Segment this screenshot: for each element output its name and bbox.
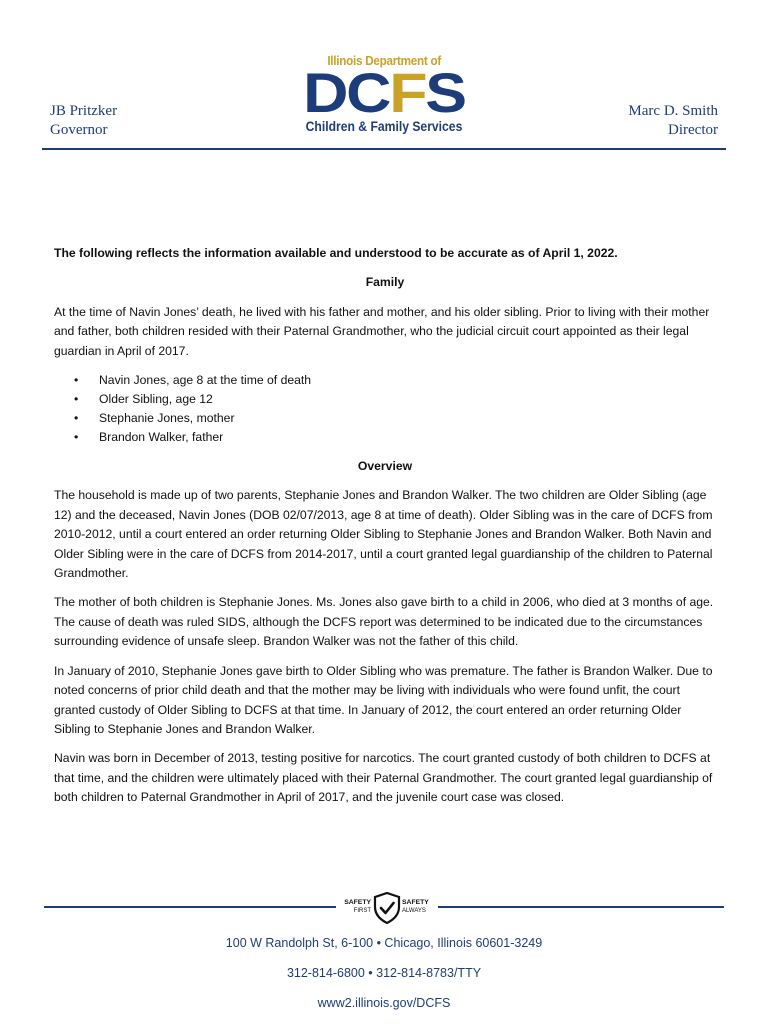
- footer-divider-right: [438, 906, 724, 908]
- family-heading: Family: [365, 275, 405, 290]
- director-name: Marc D. Smith: [628, 103, 718, 119]
- safety-first-label: [338, 898, 371, 916]
- governor-title: Governor: [50, 122, 108, 138]
- overview-paragraph: Navin was born in December of 2013, testing positive for narcotics. The court granted custody of both children to DCFS at that time, and the children were ultimately placed with their Paternal Grandmother. The court granted legal guardianship of both children to Paternal Grandmother in April of 2017, and the juvenile court case was closed.: [54, 751, 713, 805]
- logo-accent-letter: F: [389, 61, 426, 124]
- governor-name: JB Pritzker: [50, 103, 118, 119]
- list-item: • Brandon Walker, father: [99, 428, 716, 447]
- header-divider: [42, 148, 726, 150]
- footer-website-link[interactable]: www2.illinois.gov/DCFS: [317, 996, 451, 1010]
- shield-check-icon: [373, 892, 401, 924]
- badge-right-sub: ALWAYS: [402, 908, 426, 914]
- safety-always-label: [402, 898, 436, 916]
- list-item: • Navin Jones, age 8 at the time of death: [99, 371, 716, 390]
- director-block: [628, 102, 718, 140]
- logo-department-text: Illinois Department of: [327, 53, 441, 68]
- list-item: • Stephanie Jones, mother: [99, 409, 716, 428]
- logo-suffix: S: [425, 61, 465, 124]
- badge-left-main: SAFETY: [344, 899, 371, 906]
- document-body: [54, 244, 716, 818]
- logo-prefix: DC: [303, 61, 390, 124]
- list-item: • Older Sibling, age 12: [99, 390, 716, 409]
- safety-badge: [338, 891, 436, 925]
- overview-paragraph: The mother of both children is Stephanie Jones. Ms. Jones also gave birth to a child in 2006, who died at 3 months of age. The cause of death was ruled SIDS, although the DCFS report was determined to be indicated due to the circumstances surrounding evidence of unsafe sleep. Brandon Walker was not the father of this child.: [54, 595, 714, 649]
- family-paragraph: At the time of Navin Jones’ death, he lived with his father and mother, and his older sibling. Prior to living with their mother and father, both children resided with their Paternal Grandmother, who the judicial circuit court appointed as their legal guardian in April of 2017.: [54, 304, 710, 358]
- overview-paragraph: The household is made up of two parents, Stephanie Jones and Brandon Walker. The two children are Older Sibling (age 12) and the deceased, Navin Jones (DOB 02/07/2013, age 8 at time of death). Older Sibling was in the care of DCFS from 2010-2012, until a court entered an order returning Older Sibling to Stephanie Jones and Brandon Walker. Both Navin and Older Sibling were in the care of DCFS from 2014-2017, until a court granted legal guardianship of the children to Paternal Grandmother.: [54, 488, 713, 581]
- footer-phones: 312-814-6800 • 312-814-8783/TTY: [286, 966, 482, 980]
- logo-subtitle: Children & Family Services: [305, 119, 463, 134]
- badge-left-sub: FIRST: [353, 908, 371, 914]
- director-title: Director: [668, 122, 718, 138]
- badge-right-main: SAFETY: [402, 899, 429, 906]
- overview-paragraph: In January of 2010, Stephanie Jones gave birth to Older Sibling who was premature. The father is Brandon Walker. Due to noted concerns of prior child death and that the mother may be living with individuals who were found unfit, the court granted custody of Older Sibling to DCFS at that time. In January of 2012, the court entered an order returning Older Sibling to Stephanie Jones and Brandon Walker.: [54, 663, 713, 736]
- footer-divider-left: [44, 906, 336, 908]
- intro-statement: The following reflects the information available and understood to be accurate as of April 1, 2022.: [54, 246, 618, 260]
- family-members-list: [54, 371, 716, 447]
- overview-heading: Overview: [357, 459, 413, 474]
- footer-address: 100 W Randolph St, 6-100 • Chicago, Illinois 60601-3249: [225, 936, 543, 950]
